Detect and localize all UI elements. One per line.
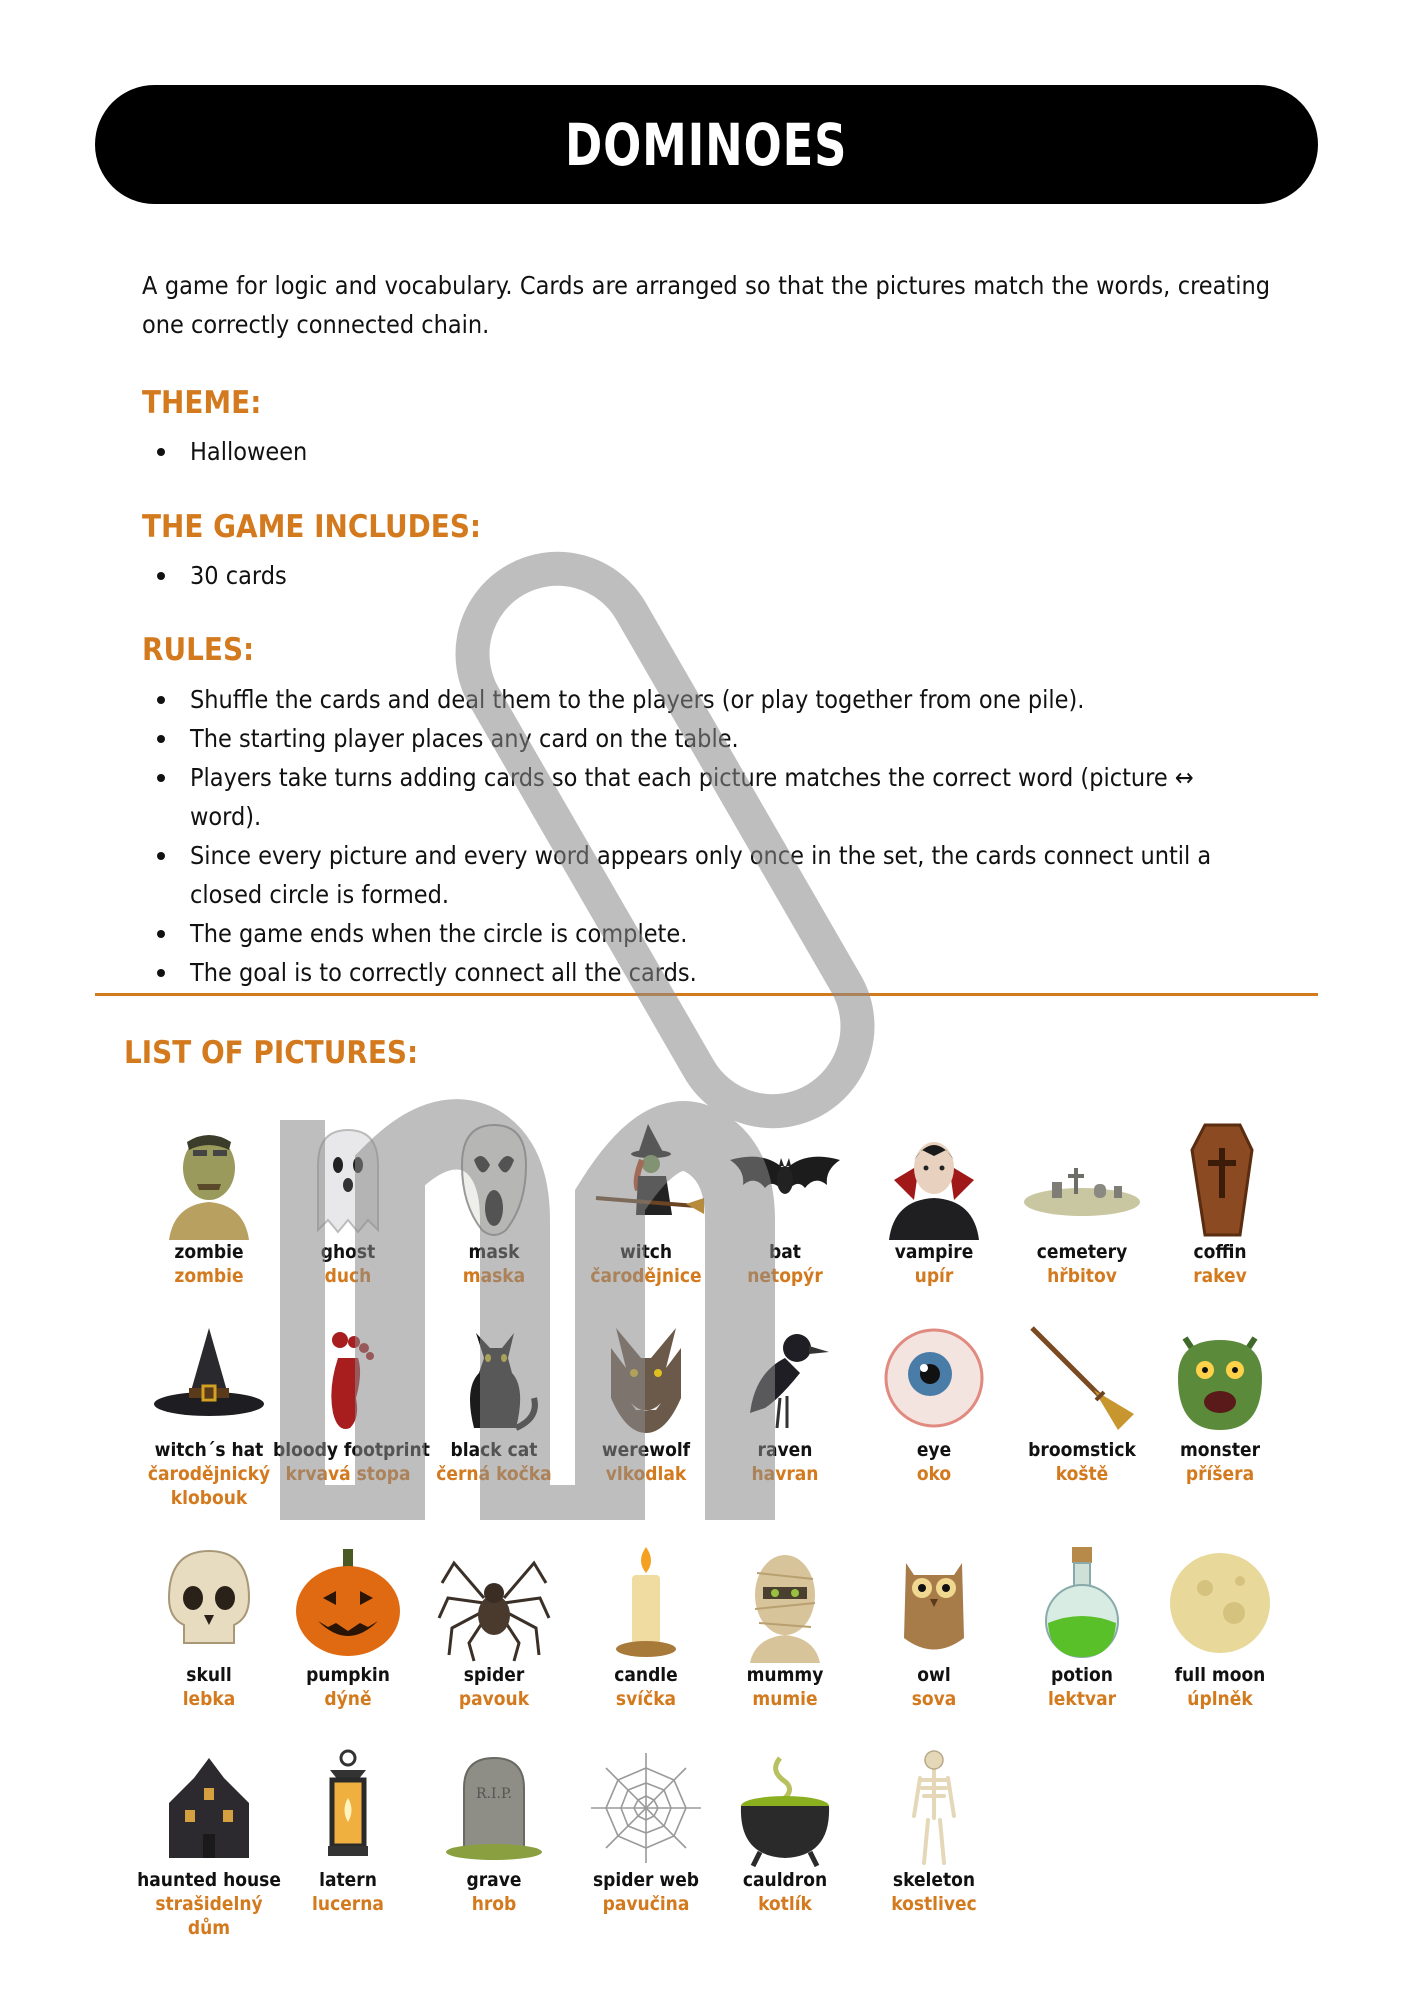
card-label-cz: koště — [1055, 1463, 1109, 1485]
card-label-en: spider web — [592, 1869, 700, 1891]
picture-card-witch-hat — [134, 1318, 284, 1510]
card-label-cz: lucerna — [312, 1893, 384, 1915]
card-label-en: monster — [1179, 1439, 1261, 1461]
theme-heading: THEME: — [142, 385, 262, 421]
bat-icon — [725, 1120, 845, 1240]
svg-text:R.I.P.: R.I.P. — [475, 1786, 513, 1802]
picture-card-zombie — [134, 1120, 284, 1288]
card-label-en: pumpkin — [306, 1664, 390, 1686]
zombie-icon — [149, 1120, 269, 1240]
picture-card-raven — [710, 1318, 860, 1486]
picture-card-mask — [419, 1120, 569, 1288]
list-item: The goal is to correctly connect all the cards. — [142, 953, 1270, 992]
card-label-en: raven — [757, 1439, 813, 1461]
card-label-cz: netopýr — [747, 1265, 823, 1287]
card-label-cz: rakev — [1193, 1265, 1247, 1287]
picture-card-bat — [710, 1120, 860, 1288]
picture-card-skeleton — [859, 1748, 1009, 1916]
card-label-en: mummy — [746, 1664, 824, 1686]
includes-heading: THE GAME INCLUDES: — [142, 509, 482, 545]
picture-card-vampire — [859, 1120, 1009, 1288]
card-label-en: latern — [319, 1869, 377, 1891]
card-label-cz: čarodějnický klobouk — [147, 1463, 271, 1509]
picture-card-haunted-house — [134, 1748, 284, 1940]
picture-card-skull — [134, 1543, 284, 1711]
card-label-en: cauldron — [742, 1869, 828, 1891]
card-label-cz: maska — [462, 1265, 526, 1287]
broomstick-icon — [1022, 1318, 1142, 1438]
picture-card-broomstick — [1007, 1318, 1157, 1486]
picture-card-cauldron — [710, 1748, 860, 1916]
owl-icon — [874, 1543, 994, 1663]
card-label-cz: lebka — [182, 1688, 236, 1710]
mummy-icon — [725, 1543, 845, 1663]
picture-card-eye — [859, 1318, 1009, 1486]
mask-icon — [434, 1120, 554, 1240]
card-label-cz: vlkodlak — [605, 1463, 687, 1485]
picture-card-werewolf — [571, 1318, 721, 1486]
card-label-cz: strašidelný dům — [155, 1893, 263, 1939]
card-label-cz: pavouk — [458, 1688, 530, 1710]
card-label-cz: hřbitov — [1047, 1265, 1117, 1287]
picture-card-witch — [571, 1120, 721, 1288]
vampire-icon — [874, 1120, 994, 1240]
black-cat-icon — [434, 1318, 554, 1438]
spider-icon — [434, 1543, 554, 1663]
card-label-en: full moon — [1174, 1664, 1266, 1686]
witch-icon — [586, 1120, 706, 1240]
eye-icon — [874, 1318, 994, 1438]
picture-card-owl — [859, 1543, 1009, 1711]
card-label-cz: příšera — [1185, 1463, 1255, 1485]
picture-card-pumpkin — [273, 1543, 423, 1711]
card-label-cz: úplněk — [1187, 1688, 1253, 1710]
card-label-en: broomstick — [1028, 1439, 1136, 1461]
card-label-en: bloody footprint — [273, 1439, 430, 1461]
picture-card-black-cat — [419, 1318, 569, 1486]
card-label-en: witch — [619, 1241, 673, 1263]
picture-card-full-moon — [1145, 1543, 1295, 1711]
card-label-cz: lektvar — [1047, 1688, 1117, 1710]
picture-card-ghost — [273, 1120, 423, 1288]
card-label-cz: havran — [751, 1463, 819, 1485]
card-label-en: skeleton — [892, 1869, 976, 1891]
card-label-cz: dýně — [324, 1688, 372, 1710]
page-title: DOMINOES — [565, 110, 848, 179]
picture-card-coffin — [1145, 1120, 1295, 1288]
card-label-en: grave — [466, 1869, 522, 1891]
picture-card-spider-web — [571, 1748, 721, 1916]
card-label-en: owl — [917, 1664, 951, 1686]
intro-text: A game for logic and vocabulary. Cards are arranged so that the pictures match the words, creating one correctly connected chain. — [142, 271, 1270, 339]
picture-card-monster — [1145, 1318, 1295, 1486]
raven-icon — [725, 1318, 845, 1438]
card-label-en: ghost — [320, 1241, 376, 1263]
picture-card-spider — [419, 1543, 569, 1711]
list-item: Players take turns adding cards so that each picture matches the correct word (picture ↔ word). — [142, 758, 1270, 836]
picture-card-mummy — [710, 1543, 860, 1711]
list-item: 30 cards — [142, 556, 1282, 595]
skeleton-icon — [874, 1748, 994, 1868]
witch-hat-icon — [149, 1318, 269, 1438]
card-label-cz: krvavá stopa — [285, 1463, 411, 1485]
pumpkin-icon — [288, 1543, 408, 1663]
rules-heading: RULES: — [142, 632, 255, 668]
ghost-icon — [288, 1120, 408, 1240]
card-label-en: candle — [614, 1664, 678, 1686]
lantern-icon — [288, 1748, 408, 1868]
card-label-cz: zombie — [174, 1265, 244, 1287]
card-label-en: potion — [1051, 1664, 1113, 1686]
card-label-en: eye — [916, 1439, 952, 1461]
list-item: The starting player places any card on the table. — [142, 719, 1270, 758]
card-label-cz: čarodějnice — [590, 1265, 702, 1287]
card-label-en: mask — [468, 1241, 520, 1263]
card-label-cz: kostlivec — [891, 1893, 977, 1915]
skull-icon — [149, 1543, 269, 1663]
picture-card-potion — [1007, 1543, 1157, 1711]
card-label-cz: černá kočka — [436, 1463, 552, 1485]
potion-icon — [1022, 1543, 1142, 1663]
spider-web-icon — [586, 1748, 706, 1868]
picture-card-footprint — [273, 1318, 430, 1486]
werewolf-icon — [586, 1318, 706, 1438]
card-label-en: haunted house — [137, 1869, 281, 1891]
card-label-cz: upír — [914, 1265, 954, 1287]
picture-card-cemetery — [1007, 1120, 1157, 1288]
card-label-en: coffin — [1193, 1241, 1247, 1263]
card-label-en: black cat — [450, 1439, 538, 1461]
card-label-cz: sova — [911, 1688, 957, 1710]
candle-icon — [586, 1543, 706, 1663]
full-moon-icon — [1160, 1543, 1280, 1663]
cauldron-icon — [725, 1748, 845, 1868]
picture-card-lantern — [273, 1748, 423, 1916]
picture-card-candle — [571, 1543, 721, 1711]
card-label-en: witch´s hat — [154, 1439, 264, 1461]
card-label-cz: pavučina — [602, 1893, 690, 1915]
card-label-en: spider — [463, 1664, 525, 1686]
cemetery-icon — [1022, 1120, 1142, 1240]
monster-icon — [1160, 1318, 1280, 1438]
card-label-en: cemetery — [1036, 1241, 1128, 1263]
card-label-en: werewolf — [601, 1439, 691, 1461]
card-label-en: zombie — [174, 1241, 244, 1263]
haunted-house-icon — [149, 1748, 269, 1868]
card-label-cz: oko — [916, 1463, 952, 1485]
list-item: Shuffle the cards and deal them to the players (or play together from one pile). — [142, 680, 1270, 719]
card-label-cz: svíčka — [615, 1688, 677, 1710]
grave-icon — [434, 1748, 554, 1868]
list-item: Since every picture and every word appears only once in the set, the cards connect until a closed circle is formed. — [142, 836, 1270, 914]
picture-card-grave — [419, 1748, 569, 1916]
card-label-en: vampire — [894, 1241, 974, 1263]
card-label-cz: kotlík — [758, 1893, 812, 1915]
pictures-heading: LIST OF PICTURES: — [124, 1035, 419, 1071]
card-label-en: bat — [769, 1241, 801, 1263]
list-item: The game ends when the circle is complete. — [142, 914, 1270, 953]
list-item: Halloween — [142, 432, 1282, 471]
coffin-icon — [1160, 1120, 1280, 1240]
card-label-cz: duch — [324, 1265, 372, 1287]
card-label-cz: mumie — [752, 1688, 818, 1710]
footprint-icon — [288, 1318, 408, 1438]
card-label-cz: hrob — [471, 1893, 517, 1915]
card-label-en: skull — [186, 1664, 232, 1686]
